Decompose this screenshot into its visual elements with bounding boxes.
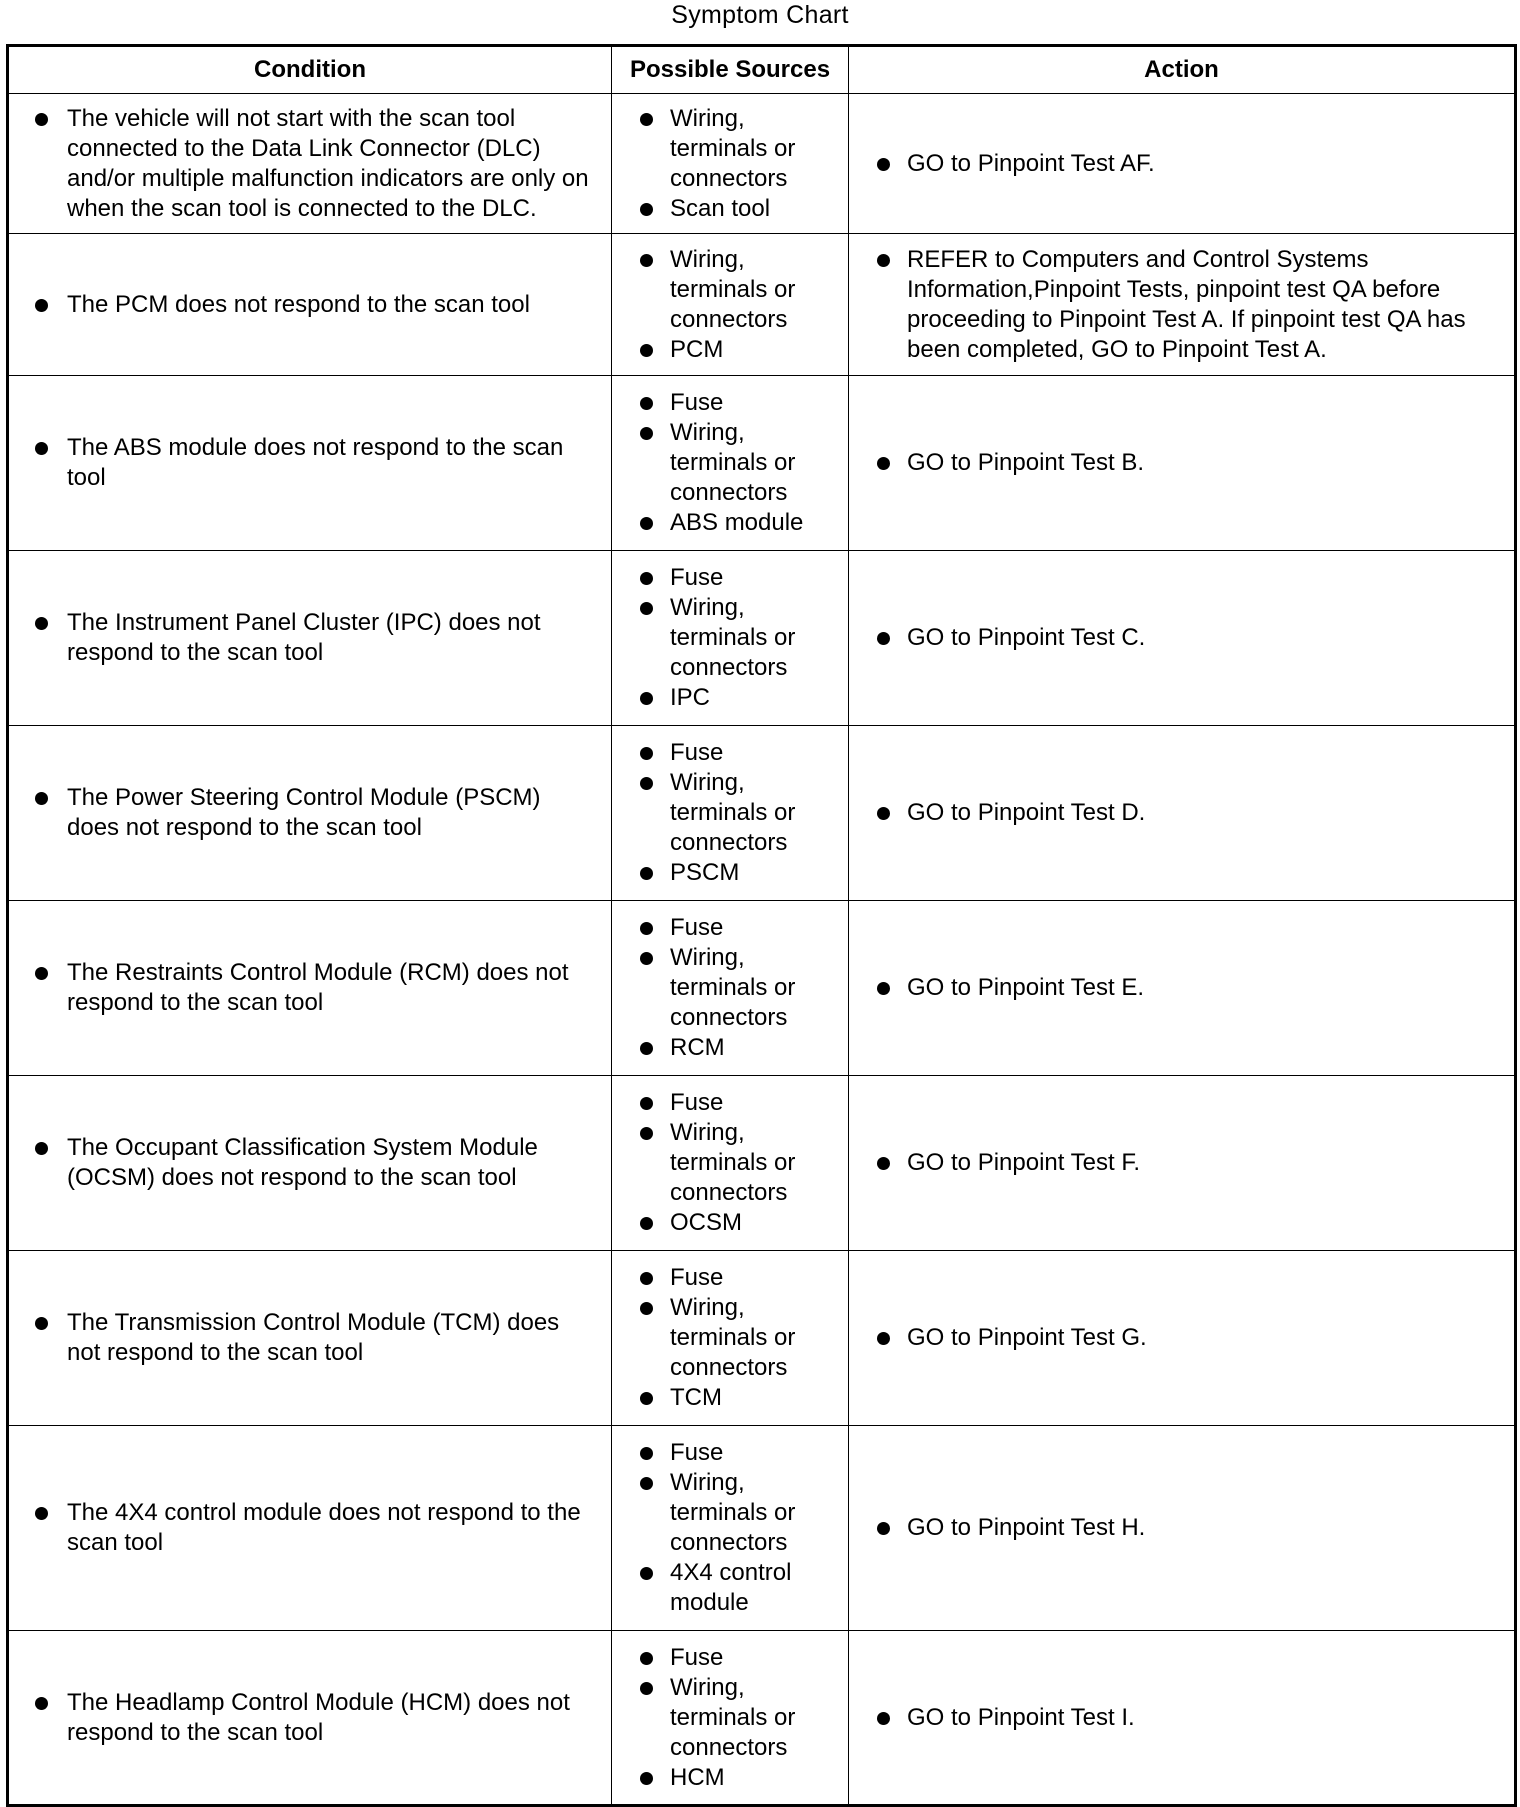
- bullet-icon: [35, 299, 48, 312]
- condition-item: [9, 608, 611, 668]
- bullet-icon: [640, 1392, 653, 1405]
- action-cell: [849, 234, 1516, 376]
- source-text: Wiring, terminals or connectors: [670, 419, 796, 506]
- sources-cell: [612, 94, 849, 234]
- source-item: [612, 1033, 848, 1063]
- source-item: [612, 418, 848, 508]
- condition-cell: [8, 376, 612, 551]
- source-item: [612, 768, 848, 858]
- condition-item: [9, 1498, 611, 1558]
- source-text: Fuse: [670, 1089, 724, 1116]
- bullet-icon: [640, 517, 653, 530]
- condition-item: [9, 1308, 611, 1368]
- header-action: Action: [849, 46, 1516, 94]
- condition-text: The Restraints Control Module (RCM) does not respond to the scan tool: [67, 959, 569, 1016]
- header-condition: Condition: [8, 46, 612, 94]
- bullet-icon: [35, 1507, 48, 1520]
- table-row: [8, 1426, 1516, 1631]
- condition-item: [9, 433, 611, 493]
- source-item: [612, 1673, 848, 1763]
- source-item: [612, 388, 848, 418]
- bullet-icon: [640, 1272, 653, 1285]
- action-item: [849, 1703, 1514, 1733]
- condition-cell: [8, 1631, 612, 1806]
- bullet-icon: [877, 1157, 890, 1170]
- condition-cell: [8, 1251, 612, 1426]
- sources-cell: [612, 551, 849, 726]
- table-row: [8, 1251, 1516, 1426]
- header-row: [8, 46, 1516, 94]
- source-item: [612, 1468, 848, 1558]
- source-item: [612, 683, 848, 713]
- bullet-icon: [640, 1302, 653, 1315]
- condition-text: The PCM does not respond to the scan tool: [67, 290, 530, 318]
- bullet-icon: [640, 203, 653, 216]
- bullet-icon: [877, 632, 890, 645]
- action-text: GO to Pinpoint Test G.: [907, 1324, 1147, 1351]
- source-text: Fuse: [670, 564, 724, 591]
- action-cell: [849, 94, 1516, 234]
- bullet-icon: [877, 457, 890, 470]
- action-cell: [849, 1251, 1516, 1426]
- action-text: GO to Pinpoint Test I.: [907, 1703, 1135, 1731]
- action-cell: [849, 551, 1516, 726]
- source-text: Fuse: [670, 1264, 724, 1291]
- source-text: TCM: [670, 1384, 722, 1411]
- bullet-icon: [640, 1042, 653, 1055]
- source-text: Wiring, terminals or connectors: [670, 245, 796, 333]
- condition-text: The Occupant Classification System Module (OCSM) does not respond to the scan tool: [67, 1134, 538, 1191]
- action-text: GO to Pinpoint Test B.: [907, 449, 1145, 476]
- source-text: Wiring, terminals or connectors: [670, 1673, 796, 1761]
- action-item: [849, 1513, 1514, 1543]
- action-cell: [849, 376, 1516, 551]
- bullet-icon: [640, 1477, 653, 1490]
- source-text: Wiring, terminals or connectors: [670, 769, 796, 856]
- bullet-icon: [877, 1712, 890, 1725]
- bullet-icon: [35, 1697, 48, 1710]
- sources-cell: [612, 901, 849, 1076]
- action-text: GO to Pinpoint Test C.: [907, 624, 1146, 651]
- bullet-icon: [640, 1217, 653, 1230]
- action-item: [849, 448, 1514, 478]
- action-text: GO to Pinpoint Test E.: [907, 974, 1145, 1001]
- bullet-icon: [640, 1652, 653, 1665]
- action-text: GO to Pinpoint Test D.: [907, 799, 1146, 826]
- bullet-icon: [640, 254, 653, 267]
- action-item: [849, 798, 1514, 828]
- source-text: PCM: [670, 335, 724, 363]
- bullet-icon: [35, 442, 48, 455]
- source-item: [612, 1208, 848, 1238]
- bullet-icon: [640, 922, 653, 935]
- table-row: [8, 376, 1516, 551]
- sources-cell: [612, 234, 849, 376]
- action-cell: [849, 901, 1516, 1076]
- bullet-icon: [640, 1772, 653, 1785]
- bullet-icon: [877, 158, 890, 171]
- source-item: [612, 1118, 848, 1208]
- source-item: [612, 1088, 848, 1118]
- source-item: [612, 1263, 848, 1293]
- condition-cell: [8, 726, 612, 901]
- source-item: [612, 104, 848, 194]
- action-item: [849, 149, 1514, 179]
- action-item: [849, 973, 1514, 1003]
- bullet-icon: [640, 1682, 653, 1695]
- action-item: [849, 623, 1514, 653]
- bullet-icon: [640, 1567, 653, 1580]
- source-text: Fuse: [670, 1643, 724, 1671]
- bullet-icon: [35, 617, 48, 630]
- action-text: GO to Pinpoint Test F.: [907, 1149, 1141, 1176]
- bullet-icon: [640, 427, 653, 440]
- source-item: [612, 858, 848, 888]
- sources-cell: [612, 1631, 849, 1806]
- bullet-icon: [640, 602, 653, 615]
- condition-text: The Instrument Panel Cluster (IPC) does not respond to the scan tool: [67, 609, 541, 666]
- source-item: [612, 1438, 848, 1468]
- sources-cell: [612, 1076, 849, 1251]
- source-text: Fuse: [670, 739, 724, 766]
- condition-item: [9, 783, 611, 843]
- source-text: Wiring, terminals or connectors: [670, 1294, 796, 1381]
- source-text: Wiring, terminals or connectors: [670, 1119, 796, 1206]
- source-item: [612, 1383, 848, 1413]
- bullet-icon: [640, 572, 653, 585]
- source-text: Fuse: [670, 1439, 724, 1466]
- condition-text: The Headlamp Control Module (HCM) does not respond to the scan tool: [67, 1688, 570, 1746]
- action-item: [849, 245, 1514, 365]
- sources-cell: [612, 1426, 849, 1631]
- action-cell: [849, 726, 1516, 901]
- bullet-icon: [640, 952, 653, 965]
- source-item: [612, 738, 848, 768]
- condition-text: The ABS module does not respond to the scan tool: [67, 434, 564, 491]
- bullet-icon: [640, 397, 653, 410]
- condition-item: [9, 1133, 611, 1193]
- source-item: [612, 245, 848, 335]
- table-row: [8, 551, 1516, 726]
- source-text: PSCM: [670, 859, 740, 886]
- action-text: REFER to Computers and Control Systems Information,Pinpoint Tests, pinpoint test QA before proceeding to Pinpoint Test A. If pinpoint test QA has been completed, GO to Pinpoint Test A.: [907, 245, 1466, 363]
- source-text: IPC: [670, 684, 711, 711]
- bullet-icon: [35, 1317, 48, 1330]
- bullet-icon: [640, 344, 653, 357]
- bullet-icon: [35, 967, 48, 980]
- source-item: [612, 1643, 848, 1673]
- condition-item: [9, 104, 611, 224]
- bullet-icon: [640, 113, 653, 126]
- condition-item: [9, 290, 611, 320]
- source-text: Wiring, terminals or connectors: [670, 1469, 796, 1556]
- condition-cell: [8, 1426, 612, 1631]
- action-text: GO to Pinpoint Test H.: [907, 1514, 1146, 1541]
- table-row: [8, 1076, 1516, 1251]
- source-text: HCM: [670, 1763, 725, 1791]
- source-item: [612, 1558, 848, 1618]
- bullet-icon: [877, 807, 890, 820]
- action-item: [849, 1323, 1514, 1353]
- condition-cell: [8, 551, 612, 726]
- condition-cell: [8, 94, 612, 234]
- condition-text: The vehicle will not start with the scan tool connected to the Data Link Connector (DLC) and/or multiple malfunction indicators are only on when the scan tool is connected to the DLC.: [67, 104, 589, 222]
- condition-item: [9, 1688, 611, 1748]
- action-cell: [849, 1631, 1516, 1806]
- symptom-table: [6, 44, 1517, 1807]
- bullet-icon: [640, 747, 653, 760]
- source-item: [612, 563, 848, 593]
- source-text: RCM: [670, 1034, 725, 1061]
- source-text: Wiring, terminals or connectors: [670, 104, 796, 192]
- bullet-icon: [877, 254, 890, 267]
- table-row: [8, 726, 1516, 901]
- bullet-icon: [35, 1142, 48, 1155]
- bullet-icon: [640, 777, 653, 790]
- table-row: [8, 234, 1516, 376]
- bullet-icon: [35, 792, 48, 805]
- source-text: ABS module: [670, 509, 804, 536]
- source-item: [612, 943, 848, 1033]
- source-item: [612, 508, 848, 538]
- bullet-icon: [640, 867, 653, 880]
- condition-cell: [8, 901, 612, 1076]
- source-text: Wiring, terminals or connectors: [670, 594, 796, 681]
- condition-item: [9, 958, 611, 1018]
- source-item: [612, 1763, 848, 1793]
- source-text: Wiring, terminals or connectors: [670, 944, 796, 1031]
- table-row: [8, 1631, 1516, 1806]
- source-text: Fuse: [670, 914, 724, 941]
- action-cell: [849, 1076, 1516, 1251]
- condition-text: The Transmission Control Module (TCM) does not respond to the scan tool: [67, 1309, 560, 1366]
- bullet-icon: [877, 1332, 890, 1345]
- bullet-icon: [877, 982, 890, 995]
- sources-cell: [612, 1251, 849, 1426]
- bullet-icon: [640, 692, 653, 705]
- action-item: [849, 1148, 1514, 1178]
- source-item: [612, 913, 848, 943]
- source-item: [612, 194, 848, 224]
- condition-cell: [8, 234, 612, 376]
- action-cell: [849, 1426, 1516, 1631]
- chart-title: Symptom Chart: [671, 1, 849, 29]
- source-text: 4X4 control module: [670, 1559, 792, 1616]
- bullet-icon: [35, 113, 48, 126]
- sources-cell: [612, 376, 849, 551]
- source-item: [612, 1293, 848, 1383]
- bullet-icon: [877, 1522, 890, 1535]
- source-item: [612, 335, 848, 365]
- source-item: [612, 593, 848, 683]
- action-text: GO to Pinpoint Test AF.: [907, 149, 1155, 177]
- source-text: Scan tool: [670, 194, 771, 222]
- bullet-icon: [640, 1127, 653, 1140]
- source-text: Fuse: [670, 389, 724, 416]
- table-row: [8, 94, 1516, 234]
- bullet-icon: [640, 1097, 653, 1110]
- condition-text: The 4X4 control module does not respond to the scan tool: [67, 1499, 581, 1556]
- condition-cell: [8, 1076, 612, 1251]
- table-row: [8, 901, 1516, 1076]
- condition-text: The Power Steering Control Module (PSCM) does not respond to the scan tool: [67, 784, 541, 841]
- bullet-icon: [640, 1447, 653, 1460]
- header-possible-sources: Possible Sources: [612, 46, 849, 94]
- source-text: OCSM: [670, 1209, 742, 1236]
- sources-cell: [612, 726, 849, 901]
